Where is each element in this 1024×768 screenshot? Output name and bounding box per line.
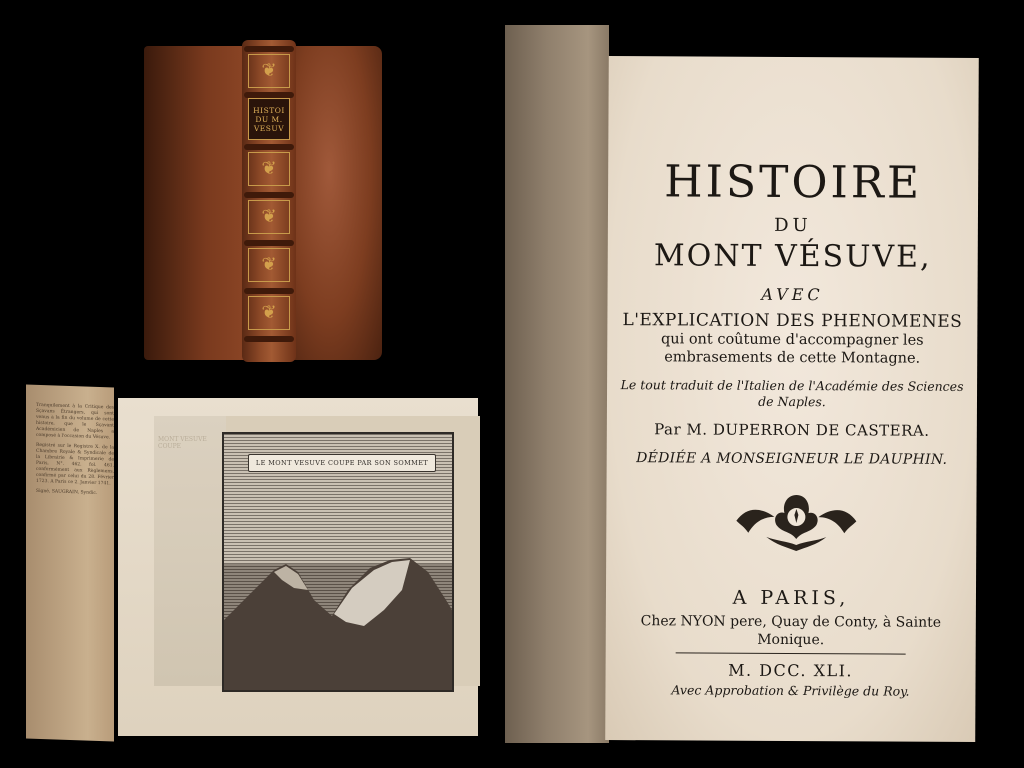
spine-ornament-panel — [248, 200, 290, 234]
book-spine — [242, 40, 296, 362]
spine-ornament-panel — [248, 152, 290, 186]
spine-label-line: VESUV — [253, 123, 285, 133]
plate-ghost-fold — [154, 416, 226, 686]
title-page — [605, 56, 979, 742]
spine-raised-band — [244, 288, 294, 294]
spine-raised-band — [244, 192, 294, 198]
spine-raised-band — [244, 336, 294, 342]
subtitle-line: qui ont coûtume d'accompagner les — [660, 331, 924, 349]
floral-ornament-icon: ❦ — [261, 60, 277, 81]
closed-book-photo — [144, 40, 384, 362]
spine-raised-band — [244, 46, 294, 52]
left-page — [26, 384, 114, 741]
title-avec: AVEC — [761, 284, 824, 305]
title-du: DU — [774, 214, 812, 237]
approbation-line: Avec Approbation & Privilège du Roy. — [671, 682, 910, 699]
spine-raised-band — [244, 240, 294, 246]
engraving-banner: LE MONT VESUVE COUPE PAR SON SOMMET — [248, 454, 436, 472]
left-page-paragraph: Registré sur le Registre X. de la Chambre Royale & Syndicale de la Librairie & Imprimerie de Paris, N°. 462. fol. 461. conformément aux Règlemens, confirmé par celui du 28. Février 1723. A Paris ce 2. Janvier 1741. — [36, 442, 114, 487]
left-page-text — [36, 403, 114, 502]
left-page-paragraph: Signé, SAUGRAIN, Syndic. — [36, 488, 98, 496]
title-mont-vesuve: MONT VÉSUVE, — [653, 238, 932, 275]
front-board — [144, 46, 248, 360]
imprint-year: M. DCC. XLI. — [728, 660, 854, 681]
mountain-silhouette — [224, 558, 452, 690]
spine-label-line: DU M. — [255, 114, 283, 124]
subtitle-line: embrasements de cette Montagne. — [664, 349, 921, 367]
back-board — [294, 46, 382, 360]
book-title: HISTOIRE — [664, 156, 923, 209]
dedication-line: DÉDIÉE A MONSEIGNEUR LE DAUPHIN. — [636, 450, 948, 468]
floral-ornament-icon: ❦ — [261, 206, 277, 227]
subtitle-explication: L'EXPLICATION DES PHENOMENES — [622, 310, 963, 332]
spine-label-line: HISTOI — [253, 105, 285, 115]
translation-note: Le tout traduit de l'Italien de l'Académie des Sciences — [620, 377, 964, 394]
open-book-plate-photo — [22, 384, 482, 744]
spine-ornament-panel — [248, 248, 290, 282]
title-page-photo — [505, 25, 1005, 743]
mountain-illustration — [224, 550, 452, 690]
floral-ornament-icon: ❦ — [261, 158, 277, 179]
spine-title-label — [248, 98, 290, 140]
imprint-rule — [676, 652, 906, 654]
spine-raised-band — [244, 144, 294, 150]
spine-ornament-panel — [248, 296, 290, 330]
translation-note-line: de Naples. — [758, 393, 826, 410]
imprint-city: A PARIS, — [732, 586, 850, 610]
book-board — [505, 25, 609, 743]
imprint-address: Monique. — [757, 631, 825, 649]
vesuvius-engraving — [222, 432, 454, 692]
floral-ornament-icon: ❦ — [261, 254, 277, 275]
floral-ornament-icon: ❦ — [261, 302, 277, 323]
ghost-caption: MONT VESUVE COUPE — [158, 436, 207, 450]
author-line: Par M. DUPERRON DE CASTERA. — [654, 420, 930, 440]
spine-ornament-panel — [248, 54, 290, 88]
left-page-paragraph: Tranquilement à la Critique des Sçavans Étrangers, qui sont venus à la fin du volume de cette histoire, que le Sçavant Académicien de Naples a composé à l'occasion du Vésuve. — [36, 402, 114, 441]
printer-vignette-icon — [726, 487, 866, 560]
imprint-publisher: Chez NYON pere, Quay de Conty, à Sainte — [640, 613, 942, 631]
